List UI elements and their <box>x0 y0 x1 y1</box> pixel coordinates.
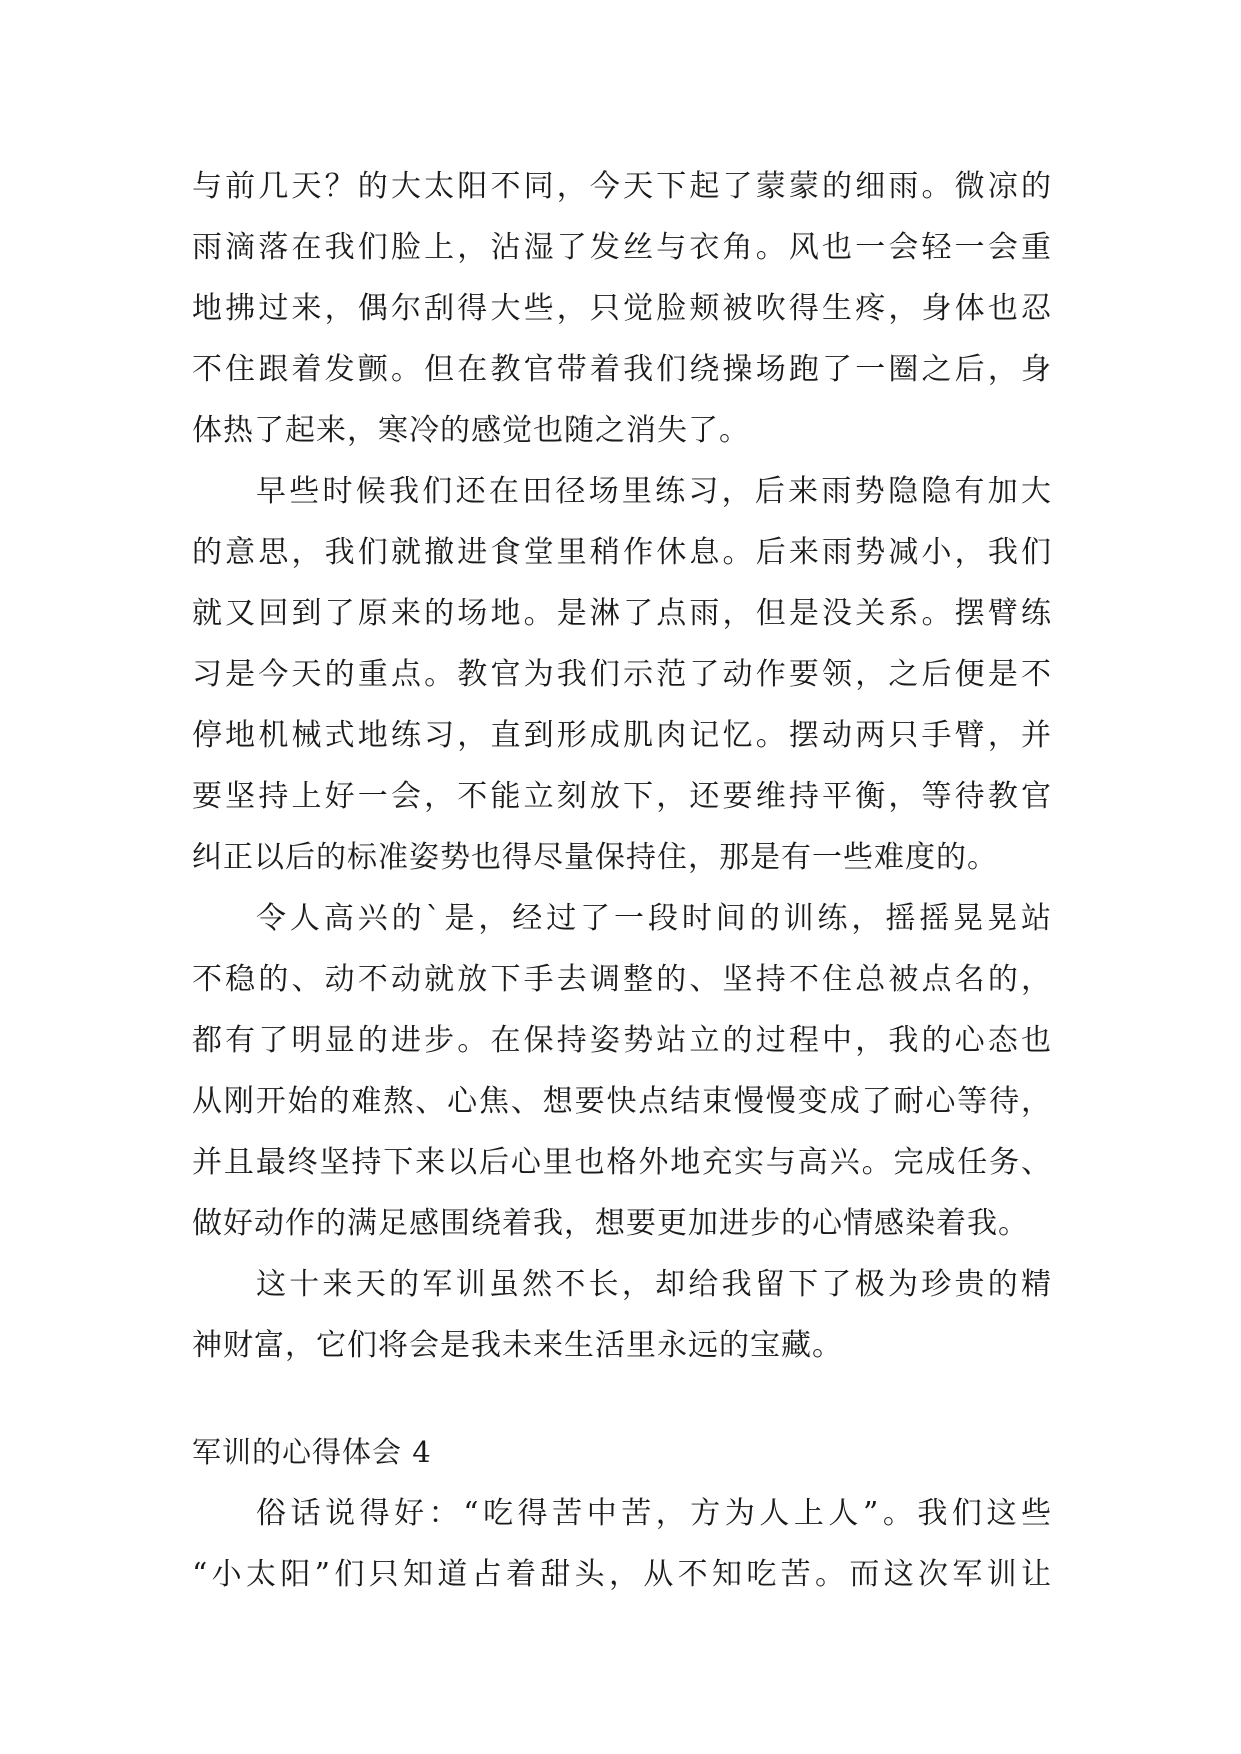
text-line: 要坚持上好一会，不能立刻放下，还要维持平衡，等待教官 <box>192 779 1052 814</box>
text-line: 纠正以后的标准姿势也得尽量保持住，那是有一些难度的。 <box>192 840 998 875</box>
text-line: 令人高兴的`是，经过了一段时间的训练，摇摇晃晃站 <box>256 901 1052 936</box>
text-line: “小太阳”们只知道占着甜头，从不知吃苦。而这次军训让 <box>192 1557 1052 1592</box>
text-line: 并且最终坚持下来以后心里也格外地充实与高兴。完成任务、 <box>192 1145 1052 1180</box>
paragraph <box>192 1254 1052 1376</box>
document-body <box>192 156 1052 1605</box>
text-line: 从刚开始的难熬、心焦、想要快点结束慢慢变成了耐心等待， <box>192 1084 1052 1119</box>
text-line: 的意思，我们就撤进食堂里稍作休息。后来雨势减小，我们 <box>192 535 1052 570</box>
text-line: 这十来天的军训虽然不长，却给我留下了极为珍贵的精 <box>256 1267 1052 1302</box>
text-line: 不住跟着发颤。但在教官带着我们绕操场跑了一圈之后，身 <box>192 352 1052 387</box>
paragraph <box>192 1483 1052 1605</box>
text-line: 俗话说得好：“吃得苦中苦，方为人上人”。我们这些 <box>256 1496 1052 1531</box>
text-line: 雨滴落在我们脸上，沾湿了发丝与衣角。风也一会轻一会重 <box>192 230 1052 265</box>
paragraph <box>192 156 1052 461</box>
text-line: 就又回到了原来的场地。是淋了点雨，但是没关系。摆臂练 <box>192 596 1052 631</box>
text-line: 做好动作的满足感围绕着我，想要更加进步的心情感染着我。 <box>192 1206 1029 1241</box>
text-line: 体热了起来，寒冷的感觉也随之消失了。 <box>192 413 750 448</box>
text-line: 早些时候我们还在田径场里练习，后来雨势隐隐有加大 <box>256 474 1052 509</box>
text-line: 不稳的、动不动就放下手去调整的、坚持不住总被点名的， <box>192 962 1052 997</box>
text-line: 停地机械式地练习，直到形成肌肉记忆。摆动两只手臂，并 <box>192 718 1052 753</box>
text-line: 习是今天的重点。教官为我们示范了动作要领，之后便是不 <box>192 657 1052 692</box>
paragraph <box>192 461 1052 888</box>
text-line: 地拂过来，偶尔刮得大些，只觉脸颊被吹得生疼，身体也忍 <box>192 291 1052 326</box>
text-line: 都有了明显的进步。在保持姿势站立的过程中，我的心态也 <box>192 1023 1052 1058</box>
paragraph <box>192 888 1052 1254</box>
section-heading: 军训的心得体会 4 <box>192 1435 432 1469</box>
text-line: 与前几天？的大太阳不同，今天下起了蒙蒙的细雨。微凉的 <box>192 169 1052 204</box>
text-line: 神财富，它们将会是我未来生活里永远的宝藏。 <box>192 1328 843 1363</box>
